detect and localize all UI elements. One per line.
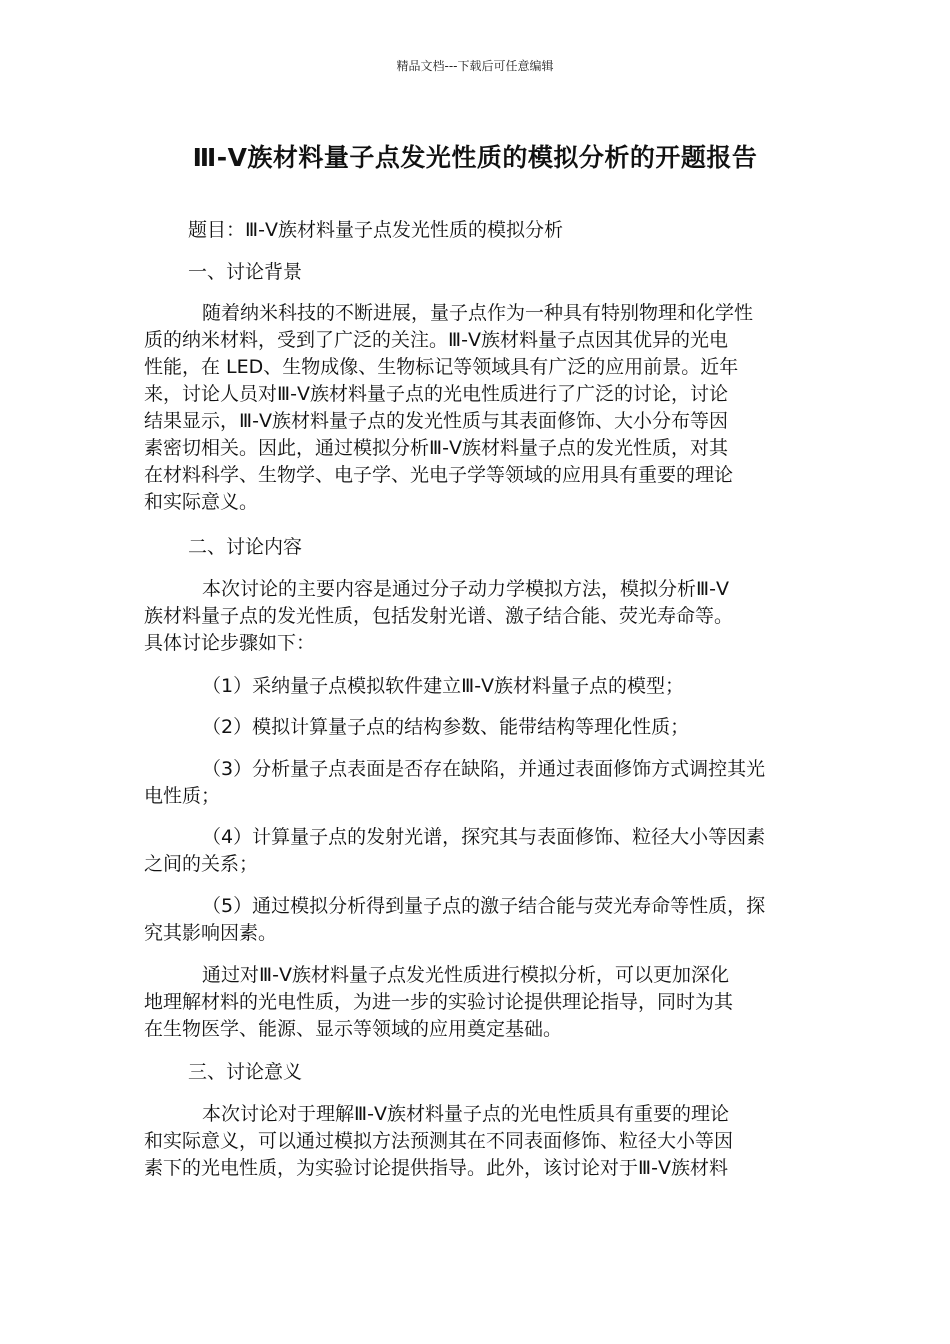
- document-title: Ⅲ-Ⅴ族材料量子点发光性质的模拟分析的开题报告: [192, 143, 758, 172]
- step-2: [144, 714, 806, 741]
- paragraph-line: 素下的光电性质，为实验讨论提供指导。此外，该讨论对于Ⅲ-Ⅴ族材料: [144, 1157, 728, 1179]
- step-1: [144, 673, 806, 700]
- paragraph-line: 具体讨论步骤如下：: [144, 632, 316, 654]
- paragraph-line: 在生物医学、能源、显示等领域的应用奠定基础。: [144, 1018, 563, 1040]
- step-3: [144, 756, 806, 810]
- step-line: 之间的关系；: [144, 853, 259, 875]
- paragraph-line: 来，讨论人员对Ⅲ-Ⅴ族材料量子点的光电性质进行了广泛的讨论，讨论: [144, 383, 728, 405]
- step-4: [144, 824, 806, 878]
- section3-paragraph: [144, 1101, 806, 1182]
- section1-paragraph: [144, 300, 806, 516]
- paragraph-line: 素密切相关。因此，通过模拟分析Ⅲ-Ⅴ族材料量子点的发光性质，对其: [144, 437, 728, 459]
- section2-intro: [144, 576, 806, 657]
- step-line: 究其影响因素。: [144, 922, 278, 944]
- step-line: 电性质；: [144, 785, 221, 807]
- step-5: [144, 893, 806, 947]
- step-line: （1）采纳量子点模拟软件建立Ⅲ-Ⅴ族材料量子点的模型；: [202, 675, 685, 697]
- paragraph-line: 性能，在 LED、生物成像、生物标记等领域具有广泛的应用前景。近年: [144, 356, 739, 378]
- paragraph-line: 结果显示，Ⅲ-Ⅴ族材料量子点的发光性质与其表面修饰、大小分布等因: [144, 410, 728, 432]
- step-line: （2）模拟计算量子点的结构参数、能带结构等理化性质；: [202, 716, 690, 738]
- step-line: （3）分析量子点表面是否存在缺陷，并通过表面修饰方式调控其光: [202, 758, 766, 780]
- paragraph-line: 在材料科学、生物学、电子学、光电子学等领域的应用具有重要的理论: [144, 464, 734, 486]
- paragraph-line: 族材料量子点的发光性质，包括发射光谱、激子结合能、荧光寿命等。: [144, 605, 734, 627]
- paragraph-line: 质的纳米材料，受到了广泛的关注。Ⅲ-Ⅴ族材料量子点因其优异的光电: [144, 329, 728, 351]
- section2-closing: [144, 962, 806, 1043]
- section1-heading: 一、讨论背景: [188, 261, 303, 283]
- paragraph-line: 地理解材料的光电性质，为进一步的实验讨论提供理论指导，同时为其: [144, 991, 734, 1013]
- topic-line: 题目：Ⅲ-Ⅴ族材料量子点发光性质的模拟分析: [188, 219, 563, 241]
- paragraph-line: 和实际意义。: [144, 491, 259, 513]
- paragraph-line: 通过对Ⅲ-Ⅴ族材料量子点发光性质进行模拟分析，可以更加深化: [202, 964, 729, 986]
- paragraph-line: 本次讨论对于理解Ⅲ-Ⅴ族材料量子点的光电性质具有重要的理论: [202, 1103, 729, 1125]
- paragraph-line: 随着纳米科技的不断进展，量子点作为一种具有特别物理和化学性: [202, 302, 754, 324]
- section3-heading: 三、讨论意义: [188, 1061, 303, 1083]
- paragraph-line: 本次讨论的主要内容是通过分子动力学模拟方法，模拟分析Ⅲ-Ⅴ: [202, 578, 729, 600]
- step-line: （5）通过模拟分析得到量子点的激子结合能与荧光寿命等性质，探: [202, 895, 766, 917]
- header-note: 精品文档---下载后可任意编辑: [396, 59, 554, 73]
- paragraph-line: 和实际意义，可以通过模拟方法预测其在不同表面修饰、粒径大小等因: [144, 1130, 734, 1152]
- step-line: （4）计算量子点的发射光谱，探究其与表面修饰、粒径大小等因素: [202, 826, 766, 848]
- section2-heading: 二、讨论内容: [188, 536, 303, 558]
